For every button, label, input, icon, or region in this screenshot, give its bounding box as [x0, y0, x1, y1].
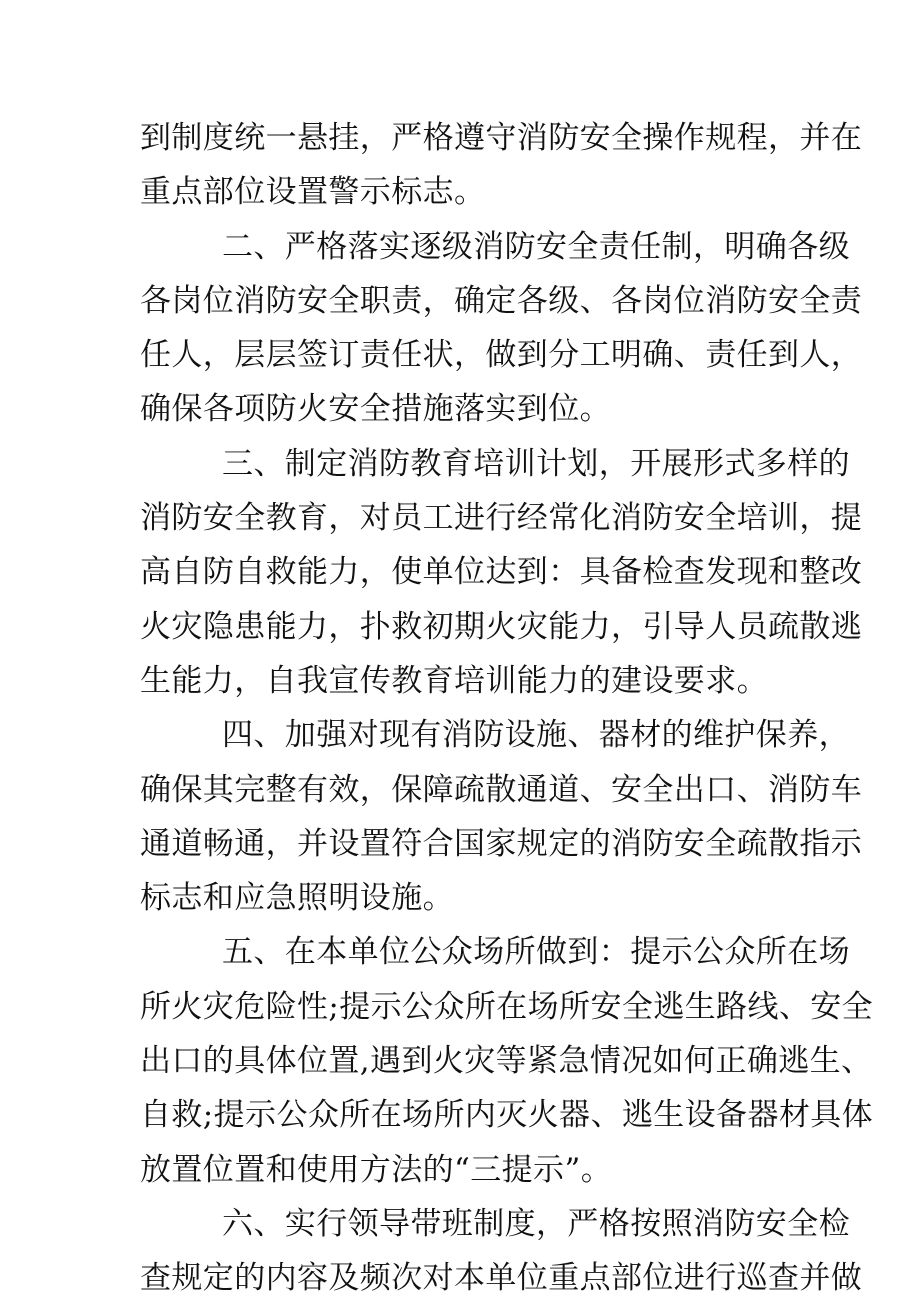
- text-line: 高自防自救能力，使单位达到：具备检查发现和整改: [140, 554, 863, 591]
- text-line: 出口的具体位置,遇到火灾等紧急情况如何正确逃生、: [140, 1043, 873, 1080]
- text-line: 生能力，自我宣传教育培训能力的建设要求。: [140, 662, 768, 699]
- text-line: 标志和应急照明设施。: [140, 880, 454, 917]
- text-line: 查规定的内容及频次对本单位重点部位进行巡查并做: [140, 1260, 863, 1297]
- text-line: 各岗位消防安全职责，确定各级、各岗位消防安全责: [140, 282, 863, 319]
- section-six-heading-line: 六、实行领导带班制度，严格按照消防安全检: [222, 1205, 850, 1242]
- text-line: 确保各项防火安全措施落实到位。: [140, 391, 611, 428]
- section-five-heading-line: 五、在本单位公众场所做到：提示公众所在场: [222, 934, 850, 971]
- document-body: [140, 111, 874, 1306]
- text-line: 到制度统一悬挂，严格遵守消防安全操作规程，并在: [140, 120, 863, 156]
- text-line: 确保其完整有效，保障疏散通道、安全出口、消防车: [140, 771, 863, 808]
- text-line: 通道畅通，并设置符合国家规定的消防安全疏散指示: [140, 825, 863, 862]
- text-line: 火灾隐患能力，扑救初期火灾能力，引导人员疏散逃: [140, 608, 863, 645]
- text-line: 自救;提示公众所在场所内灭火器、逃生设备器材具体: [140, 1097, 874, 1134]
- text-line: 消防安全教育，对员工进行经常化消防安全培训，提: [140, 500, 863, 537]
- text-line: 所火灾危险性;提示公众所在场所安全逃生路线、安全: [140, 988, 874, 1025]
- text-line: 重点部位设置警示标志。: [140, 174, 486, 211]
- text-line: 任人，层层签订责任状，做到分工明确、责任到人，: [140, 337, 863, 374]
- section-three-heading-line: 三、制定消防教育培训计划，开展形式多样的: [222, 445, 850, 482]
- section-four-heading-line: 四、加强对现有消防设施、器材的维护保养，: [222, 717, 850, 754]
- text-line: 放置位置和使用方法的“三提示”。: [140, 1151, 613, 1188]
- section-two-heading-line: 二、严格落实逐级消防安全责任制，明确各级: [222, 228, 850, 265]
